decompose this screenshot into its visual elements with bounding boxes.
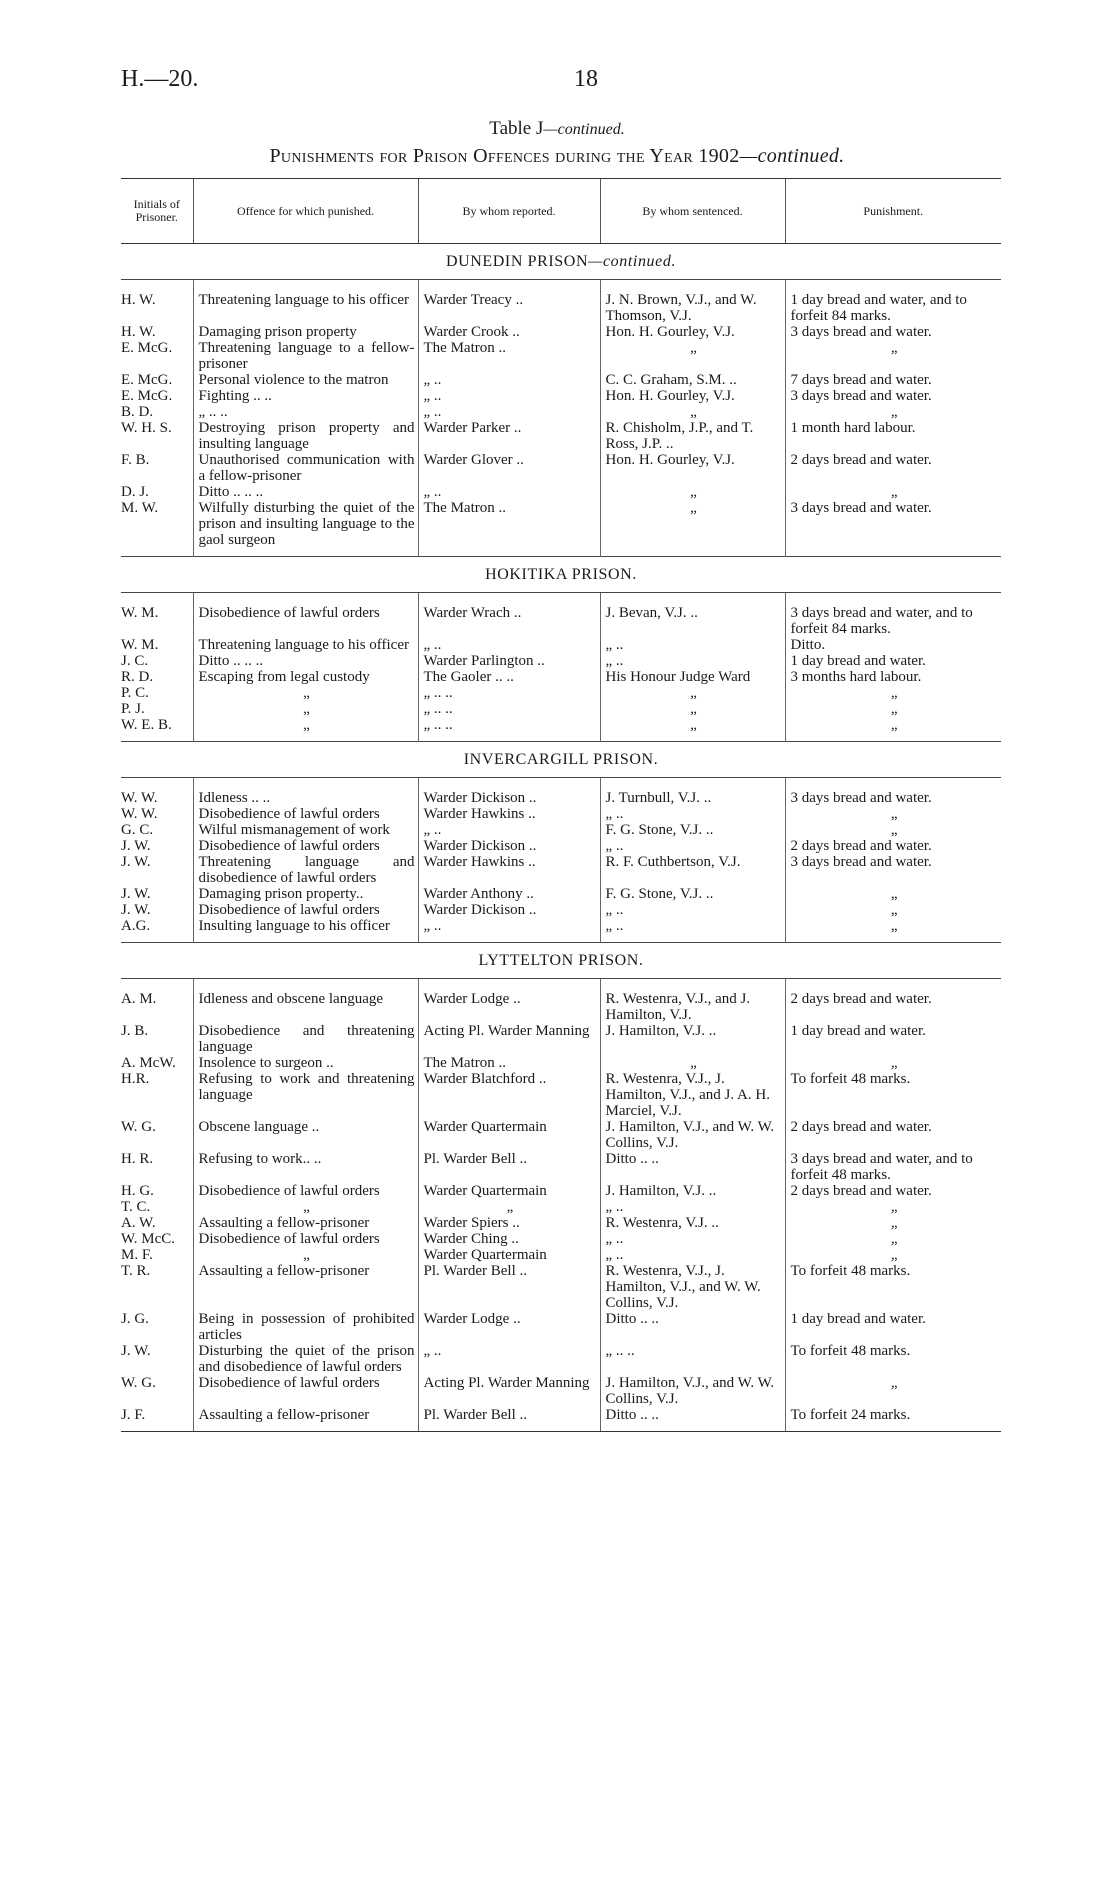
reported-cell: Warder Quartermain bbox=[418, 1247, 600, 1263]
sentenced-cell: „ bbox=[600, 701, 785, 717]
offence-cell: Disobedience of lawful orders bbox=[193, 1231, 418, 1247]
punishment-cell: 3 days bread and water, and to forfeit 48 marks. bbox=[785, 1151, 1001, 1183]
section-name: DUNEDIN PRISON bbox=[445, 253, 589, 270]
table-row bbox=[121, 854, 1001, 886]
sentenced-cell: Ditto .. .. bbox=[600, 1151, 785, 1183]
initials-cell: J. G. bbox=[121, 1311, 149, 1327]
sentenced-cell: F. G. Stone, V.J. .. bbox=[600, 886, 785, 902]
reported-cell: Pl. Warder Bell .. bbox=[418, 1151, 600, 1183]
document-id: H.—20. bbox=[121, 66, 199, 92]
punishment-cell: 3 days bread and water. bbox=[785, 778, 1001, 807]
punishment-cell: „ bbox=[785, 340, 1001, 372]
sentenced-cell: His Honour Judge Ward bbox=[600, 669, 785, 685]
section-name-suffix: —continued. bbox=[588, 253, 677, 270]
offence-cell: Threatening language and disobedience of lawful orders bbox=[193, 854, 418, 886]
section-heading-row bbox=[121, 244, 1001, 280]
sentenced-cell: F. G. Stone, V.J. .. bbox=[600, 822, 785, 838]
initials-cell: J. W. bbox=[121, 886, 151, 902]
sentenced-cell: „ .. bbox=[600, 806, 785, 822]
table-subtitle bbox=[0, 145, 1114, 168]
punishment-cell: To forfeit 48 marks. bbox=[785, 1343, 1001, 1375]
initials-cell: W. E. B. bbox=[121, 717, 172, 733]
section-heading bbox=[121, 557, 1001, 593]
reported-cell: Warder Ching .. bbox=[418, 1231, 600, 1247]
sentenced-cell: R. Chisholm, J.P., and T. Ross, J.P. .. bbox=[600, 420, 785, 452]
table-row bbox=[121, 1407, 1001, 1432]
sentenced-cell: J. N. Brown, V.J., and W. Thomson, V.J. bbox=[600, 280, 785, 325]
reported-cell: Warder Quartermain bbox=[418, 1183, 600, 1199]
offence-cell: Disobedience of lawful orders bbox=[193, 1183, 418, 1199]
initials-cell: G. C. bbox=[121, 822, 154, 838]
table-row bbox=[121, 902, 1001, 918]
initials-cell: J. W. bbox=[121, 1343, 151, 1359]
table-row bbox=[121, 1183, 1001, 1199]
offence-cell: Wilful mismanagement of work bbox=[193, 822, 418, 838]
sentenced-cell: „ .. bbox=[600, 1199, 785, 1215]
reported-cell: Warder Spiers .. bbox=[418, 1215, 600, 1231]
table-row bbox=[121, 324, 1001, 340]
table-row bbox=[121, 1263, 1001, 1311]
punishment-cell: „ bbox=[785, 822, 1001, 838]
sentenced-cell: „ .. bbox=[600, 918, 785, 943]
punishment-cell: „ bbox=[785, 1199, 1001, 1215]
offence-cell: Assaulting a fellow-prisoner bbox=[193, 1407, 418, 1432]
reported-cell: Warder Dickison .. bbox=[418, 902, 600, 918]
punishments-table bbox=[121, 178, 1001, 1432]
offence-cell: Insulting language to his officer bbox=[193, 918, 418, 943]
punishment-cell: „ bbox=[785, 1231, 1001, 1247]
offence-cell: Threatening language to his officer bbox=[193, 637, 418, 653]
offence-cell: Ditto .. .. .. bbox=[193, 653, 418, 669]
table-title-continued: —continued. bbox=[543, 121, 625, 138]
punishment-cell: 7 days bread and water. bbox=[785, 372, 1001, 388]
initials-cell: H.R. bbox=[121, 1071, 150, 1087]
offence-cell: Threatening language to a fellow-prisoner bbox=[193, 340, 418, 372]
table-body bbox=[121, 244, 1001, 1432]
initials-cell: W. W. bbox=[121, 790, 158, 806]
sentenced-cell: R. F. Cuthbertson, V.J. bbox=[600, 854, 785, 886]
table-row bbox=[121, 918, 1001, 943]
initials-cell: J. W. bbox=[121, 902, 151, 918]
section-heading-row bbox=[121, 557, 1001, 593]
punishment-cell: 1 day bread and water. bbox=[785, 1311, 1001, 1343]
initials-cell: J. F. bbox=[121, 1407, 193, 1432]
table-row bbox=[121, 637, 1001, 653]
sentenced-cell: R. Westenra, V.J. .. bbox=[600, 1215, 785, 1231]
table-row bbox=[121, 593, 1001, 638]
reported-cell: Warder Dickison .. bbox=[418, 778, 600, 807]
offence-cell: Wilfully disturbing the quiet of the prison and insulting language to the gaol surgeon bbox=[193, 500, 418, 557]
table-row bbox=[121, 1311, 1001, 1343]
initials-cell: W. W. bbox=[121, 806, 158, 822]
reported-cell: „ .. bbox=[418, 637, 600, 653]
initials-cell: T. C. bbox=[121, 1199, 151, 1215]
table-row bbox=[121, 778, 1001, 807]
reported-cell: Warder Parker .. bbox=[418, 420, 600, 452]
reported-cell: The Gaoler .. .. bbox=[418, 669, 600, 685]
punishment-cell: „ bbox=[785, 717, 1001, 742]
offence-cell: Disturbing the quiet of the prison and disobedience of lawful orders bbox=[193, 1343, 418, 1375]
table-row bbox=[121, 1343, 1001, 1375]
table-row bbox=[121, 1247, 1001, 1263]
offence-cell: Disobedience of lawful orders bbox=[193, 838, 418, 854]
offence-cell: Damaging prison property.. bbox=[193, 886, 418, 902]
table-row bbox=[121, 340, 1001, 372]
reported-cell: Warder Lodge .. bbox=[418, 979, 600, 1024]
reported-cell: „ .. .. bbox=[418, 717, 600, 742]
offence-cell: Idleness and obscene language bbox=[193, 979, 418, 1024]
sentenced-cell: „ bbox=[600, 717, 785, 742]
offence-cell: „ bbox=[193, 717, 418, 742]
punishment-cell: To forfeit 48 marks. bbox=[785, 1071, 1001, 1119]
initials-cell: A. M. bbox=[121, 991, 157, 1007]
section-heading-row bbox=[121, 742, 1001, 778]
table-row bbox=[121, 420, 1001, 452]
table-row bbox=[121, 701, 1001, 717]
table-row bbox=[121, 806, 1001, 822]
table-row bbox=[121, 388, 1001, 404]
initials-cell: W. G. bbox=[121, 1375, 156, 1391]
table-row bbox=[121, 822, 1001, 838]
sentenced-cell: „ bbox=[600, 1055, 785, 1071]
reported-cell: Warder Quartermain bbox=[418, 1119, 600, 1151]
table-row bbox=[121, 717, 1001, 742]
sentenced-cell: „ .. .. bbox=[600, 1343, 785, 1375]
punishment-cell: 3 days bread and water. bbox=[785, 324, 1001, 340]
initials-cell: W. G. bbox=[121, 1119, 156, 1135]
reported-cell: Warder Blatchford .. bbox=[418, 1071, 600, 1119]
punishment-cell: 3 days bread and water. bbox=[785, 500, 1001, 557]
sentenced-cell: „ .. bbox=[600, 653, 785, 669]
offence-cell: „ bbox=[193, 685, 418, 701]
reported-cell: „ .. bbox=[418, 822, 600, 838]
table-row bbox=[121, 372, 1001, 388]
punishment-cell: 3 days bread and water. bbox=[785, 388, 1001, 404]
reported-cell: Warder Dickison .. bbox=[418, 838, 600, 854]
sentenced-cell: R. Westenra, V.J., and J. Hamilton, V.J. bbox=[600, 979, 785, 1024]
punishment-cell: „ bbox=[785, 1247, 1001, 1263]
punishment-cell: „ bbox=[785, 1375, 1001, 1407]
punishment-cell: „ bbox=[785, 484, 1001, 500]
initials-cell: H. R. bbox=[121, 1151, 154, 1167]
table-row bbox=[121, 1375, 1001, 1407]
initials-cell: E. McG. bbox=[121, 372, 173, 388]
initials-cell: F. B. bbox=[121, 452, 150, 468]
offence-cell: Destroying prison property and insulting language bbox=[193, 420, 418, 452]
initials-cell: H. G. bbox=[121, 1183, 154, 1199]
header-reported-by: By whom reported. bbox=[418, 179, 600, 244]
punishment-cell: 2 days bread and water. bbox=[785, 838, 1001, 854]
sentenced-cell: R. Westenra, V.J., J. Hamilton, V.J., and J. A. H. Marciel, V.J. bbox=[600, 1071, 785, 1119]
offence-cell: „ bbox=[193, 1199, 418, 1215]
initials-cell: A. McW. bbox=[121, 1055, 176, 1071]
punishment-cell: „ bbox=[785, 685, 1001, 701]
table-title bbox=[0, 118, 1114, 140]
punishment-cell: 3 days bread and water. bbox=[785, 854, 1001, 886]
offence-cell: Refusing to work.. .. bbox=[193, 1151, 418, 1183]
table-row bbox=[121, 1023, 1001, 1055]
section-heading bbox=[121, 742, 1001, 778]
offence-cell: Disobedience of lawful orders bbox=[193, 1375, 418, 1407]
offence-cell: Disobedience of lawful orders bbox=[193, 806, 418, 822]
reported-cell: „ .. .. bbox=[418, 685, 600, 701]
punishment-cell: Ditto. bbox=[785, 637, 1001, 653]
initials-cell: W. M. bbox=[121, 637, 159, 653]
reported-cell: Warder Crook .. bbox=[418, 324, 600, 340]
reported-cell: Warder Anthony .. bbox=[418, 886, 600, 902]
table-row bbox=[121, 1071, 1001, 1119]
sentenced-cell: Ditto .. .. bbox=[600, 1311, 785, 1343]
reported-cell: Pl. Warder Bell .. bbox=[418, 1263, 600, 1311]
offence-cell: Obscene language .. bbox=[193, 1119, 418, 1151]
offence-cell: „ bbox=[193, 701, 418, 717]
punishment-cell: 2 days bread and water. bbox=[785, 1183, 1001, 1199]
reported-cell: Acting Pl. Warder Manning bbox=[418, 1023, 600, 1055]
initials-cell: E. McG. bbox=[121, 388, 173, 404]
punishment-cell: „ bbox=[785, 1215, 1001, 1231]
sentenced-cell: J. Hamilton, V.J. .. bbox=[600, 1023, 785, 1055]
offence-cell: Damaging prison property bbox=[193, 324, 418, 340]
reported-cell: Pl. Warder Bell .. bbox=[418, 1407, 600, 1432]
offence-cell: Insolence to surgeon .. bbox=[193, 1055, 418, 1071]
sentenced-cell: J. Bevan, V.J. .. bbox=[600, 593, 785, 638]
reported-cell: The Matron .. bbox=[418, 500, 600, 557]
table-row bbox=[121, 1231, 1001, 1247]
reported-cell: The Matron .. bbox=[418, 1055, 600, 1071]
table-row bbox=[121, 404, 1001, 420]
initials-cell: J. C. bbox=[121, 653, 149, 669]
sentenced-cell: „ .. bbox=[600, 637, 785, 653]
reported-cell: „ .. .. bbox=[418, 701, 600, 717]
initials-cell: H. W. bbox=[121, 324, 156, 340]
header-sentenced-by: By whom sentenced. bbox=[600, 179, 785, 244]
offence-cell: Threatening language to his officer bbox=[193, 280, 418, 325]
table-row bbox=[121, 886, 1001, 902]
offence-cell: Disobedience of lawful orders bbox=[193, 593, 418, 638]
punishment-cell: „ bbox=[785, 404, 1001, 420]
sentenced-cell: Hon. H. Gourley, V.J. bbox=[600, 452, 785, 484]
punishment-cell: 1 day bread and water. bbox=[785, 653, 1001, 669]
initials-cell: B. D. bbox=[121, 404, 154, 420]
punishment-cell: 3 days bread and water, and to forfeit 84 marks. bbox=[785, 593, 1001, 638]
sentenced-cell: Hon. H. Gourley, V.J. bbox=[600, 388, 785, 404]
punishment-cell: „ bbox=[785, 1055, 1001, 1071]
section-heading bbox=[121, 943, 1001, 979]
punishment-cell: To forfeit 24 marks. bbox=[785, 1407, 1001, 1432]
offence-cell: Ditto .. .. .. bbox=[193, 484, 418, 500]
punishment-cell: 1 month hard labour. bbox=[785, 420, 1001, 452]
offence-cell: Assaulting a fellow-prisoner bbox=[193, 1263, 418, 1311]
sentenced-cell: „ .. bbox=[600, 902, 785, 918]
reported-cell: Warder Hawkins .. bbox=[418, 854, 600, 886]
punishment-cell: To forfeit 48 marks. bbox=[785, 1263, 1001, 1311]
initials-cell: M. F. bbox=[121, 1247, 153, 1263]
section-name: HOKITIKA PRISON. bbox=[485, 566, 637, 583]
offence-cell: Refusing to work and threatening language bbox=[193, 1071, 418, 1119]
offence-cell: Disobedience of lawful orders bbox=[193, 902, 418, 918]
table-row bbox=[121, 1151, 1001, 1183]
sentenced-cell: „ .. bbox=[600, 1231, 785, 1247]
sentenced-cell: „ bbox=[600, 340, 785, 372]
page-number: 18 bbox=[574, 66, 598, 92]
table-subtitle-continued: —continued. bbox=[739, 145, 845, 167]
sentenced-cell: Hon. H. Gourley, V.J. bbox=[600, 324, 785, 340]
reported-cell: „ .. bbox=[418, 918, 600, 943]
initials-cell: A.G. bbox=[121, 918, 151, 934]
offence-cell: Escaping from legal custody bbox=[193, 669, 418, 685]
initials-cell: E. McG. bbox=[121, 340, 173, 356]
section-name: INVERCARGILL PRISON. bbox=[463, 751, 659, 768]
table-row bbox=[121, 1119, 1001, 1151]
punishment-cell: 3 months hard labour. bbox=[785, 669, 1001, 685]
table-row bbox=[121, 1055, 1001, 1071]
reported-cell: The Matron .. bbox=[418, 340, 600, 372]
reported-cell: „ .. bbox=[418, 404, 600, 420]
initials-cell: W. McC. bbox=[121, 1231, 176, 1247]
sentenced-cell: „ bbox=[600, 500, 785, 557]
punishment-cell: 1 day bread and water, and to forfeit 84 marks. bbox=[785, 280, 1001, 325]
table-row bbox=[121, 669, 1001, 685]
header-initials: Initials of Prisoner. bbox=[121, 179, 193, 244]
reported-cell: Warder Hawkins .. bbox=[418, 806, 600, 822]
initials-cell: W. M. bbox=[121, 605, 159, 621]
table-row bbox=[121, 838, 1001, 854]
offence-cell: Being in possession of prohibited articles bbox=[193, 1311, 418, 1343]
table-row bbox=[121, 1199, 1001, 1215]
initials-cell: H. W. bbox=[121, 292, 156, 308]
sentenced-cell: „ .. bbox=[600, 838, 785, 854]
sentenced-cell: „ bbox=[600, 685, 785, 701]
reported-cell: Warder Parlington .. bbox=[418, 653, 600, 669]
punishment-cell: „ bbox=[785, 918, 1001, 943]
sentenced-cell: R. Westenra, V.J., J. Hamilton, V.J., and W. W. Collins, V.J. bbox=[600, 1263, 785, 1311]
header-punishment: Punishment. bbox=[785, 179, 1001, 244]
initials-cell: P. C. bbox=[121, 685, 149, 701]
table-row bbox=[121, 1215, 1001, 1231]
offence-cell: Personal violence to the matron bbox=[193, 372, 418, 388]
punishment-cell: 2 days bread and water. bbox=[785, 979, 1001, 1024]
table-row bbox=[121, 500, 1001, 557]
section-heading bbox=[121, 244, 1001, 280]
punishment-cell: 2 days bread and water. bbox=[785, 1119, 1001, 1151]
punishment-cell: 1 day bread and water. bbox=[785, 1023, 1001, 1055]
reported-cell: Warder Glover .. bbox=[418, 452, 600, 484]
reported-cell: „ .. bbox=[418, 1343, 600, 1375]
offence-cell: Unauthorised communication with a fellow-prisoner bbox=[193, 452, 418, 484]
reported-cell: Warder Wrach .. bbox=[418, 593, 600, 638]
offence-cell: Assaulting a fellow-prisoner bbox=[193, 1215, 418, 1231]
table-row bbox=[121, 979, 1001, 1024]
sentenced-cell: C. C. Graham, S.M. .. bbox=[600, 372, 785, 388]
initials-cell: A. W. bbox=[121, 1215, 156, 1231]
offence-cell: „ bbox=[193, 1247, 418, 1263]
sentenced-cell: „ bbox=[600, 484, 785, 500]
sentenced-cell: J. Hamilton, V.J., and W. W. Collins, V.J. bbox=[600, 1375, 785, 1407]
initials-cell: T. R. bbox=[121, 1263, 151, 1279]
offence-cell: Idleness .. .. bbox=[193, 778, 418, 807]
reported-cell: „ .. bbox=[418, 484, 600, 500]
sentenced-cell: J. Hamilton, V.J., and W. W. Collins, V.J. bbox=[600, 1119, 785, 1151]
table-row bbox=[121, 653, 1001, 669]
punishment-cell: 2 days bread and water. bbox=[785, 452, 1001, 484]
reported-cell: Warder Lodge .. bbox=[418, 1311, 600, 1343]
punishment-cell: „ bbox=[785, 886, 1001, 902]
initials-cell: W. H. S. bbox=[121, 420, 172, 436]
reported-cell: „ .. bbox=[418, 372, 600, 388]
initials-cell: R. D. bbox=[121, 669, 154, 685]
table-row bbox=[121, 280, 1001, 325]
initials-cell: J. B. bbox=[121, 1023, 149, 1039]
header-row bbox=[121, 179, 1001, 244]
initials-cell: J. W. bbox=[121, 854, 151, 870]
table-row bbox=[121, 685, 1001, 701]
table-title-main: Table J bbox=[489, 118, 544, 139]
table-row bbox=[121, 452, 1001, 484]
section-heading-row bbox=[121, 943, 1001, 979]
reported-cell: Warder Treacy .. bbox=[418, 280, 600, 325]
header-offence: Offence for which punished. bbox=[193, 179, 418, 244]
offence-cell: Fighting .. .. bbox=[193, 388, 418, 404]
punishment-cell: „ bbox=[785, 701, 1001, 717]
sentenced-cell: J. Hamilton, V.J. .. bbox=[600, 1183, 785, 1199]
sentenced-cell: J. Turnbull, V.J. .. bbox=[600, 778, 785, 807]
punishment-cell: „ bbox=[785, 806, 1001, 822]
offence-cell: „ .. .. bbox=[193, 404, 418, 420]
table-row bbox=[121, 484, 1001, 500]
initials-cell: D. J. bbox=[121, 484, 149, 500]
offence-cell: Disobedience and threatening language bbox=[193, 1023, 418, 1055]
initials-cell: M. W. bbox=[121, 500, 159, 516]
reported-cell: „ .. bbox=[418, 388, 600, 404]
initials-cell: P. J. bbox=[121, 701, 145, 717]
reported-cell: „ bbox=[418, 1199, 600, 1215]
table-subtitle-main: Punishments for Prison Offences during the Year 1902 bbox=[269, 145, 740, 167]
sentenced-cell: „ .. bbox=[600, 1247, 785, 1263]
punishment-cell: „ bbox=[785, 902, 1001, 918]
sentenced-cell: Ditto .. .. bbox=[600, 1407, 785, 1432]
sentenced-cell: „ bbox=[600, 404, 785, 420]
initials-cell: J. W. bbox=[121, 838, 151, 854]
reported-cell: Acting Pl. Warder Manning bbox=[418, 1375, 600, 1407]
section-name: LYTTELTON PRISON. bbox=[478, 952, 644, 969]
